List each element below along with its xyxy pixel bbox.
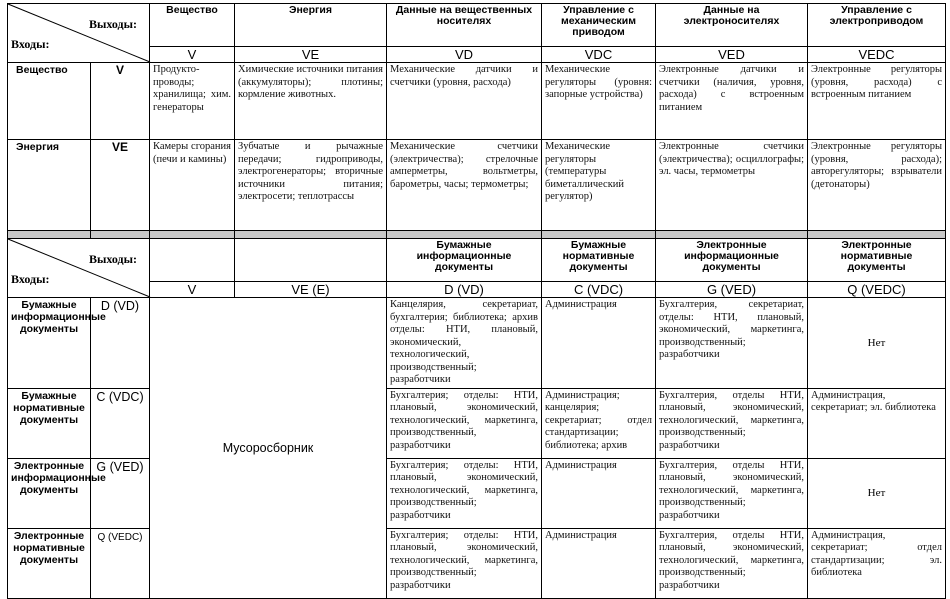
table-row bbox=[8, 298, 946, 389]
col-title-v: Вещество bbox=[150, 4, 235, 47]
table-cell: Электронные регуляторы (уровня, расхода) с встроенным питанием bbox=[808, 63, 946, 140]
row-code: VE bbox=[91, 140, 150, 231]
table-row bbox=[8, 63, 946, 140]
table-cell: Электронные регуляторы (уровня, расхода); авторегуляторы; взрыватели (детонаторы) bbox=[808, 140, 946, 231]
table-cell: Механические регуляторы (уровня: запорные устройства) bbox=[542, 63, 656, 140]
col-code-v: V bbox=[150, 47, 235, 63]
table-cell: Нет bbox=[808, 298, 946, 389]
outputs-label: Выходы: bbox=[88, 17, 137, 31]
table-cell: Бухгалтерия, отделы НТИ, плановый, экономический, технологический, маркетинга, производственный; разработчики bbox=[656, 528, 808, 598]
table-cell: Зубчатые и рычажные передачи; гидроприводы, электрогенераторы; вторичные источники питания; электросети; теплотрассы bbox=[235, 140, 387, 231]
table-row bbox=[8, 528, 946, 598]
row-label: Электронные нормативные документы bbox=[8, 528, 91, 598]
table-cell: Электронные счетчики (электричества); осциллографы; эл. часы, термометры bbox=[656, 140, 808, 231]
col-code-ve: VE (E) bbox=[235, 282, 387, 298]
document-sheet bbox=[7, 3, 945, 599]
col-title-ved: Данные на электроносителях bbox=[656, 4, 808, 47]
table-cell: Механические регуляторы (температуры биметаллический регулятор) bbox=[542, 140, 656, 231]
col-code-ved: VED bbox=[656, 47, 808, 63]
col-code-q: Q (VEDC) bbox=[808, 282, 946, 298]
table-cell: Химические источники питания (аккумуляторы); плотины; кормление животных. bbox=[235, 63, 387, 140]
row-code: C (VDC) bbox=[91, 388, 150, 458]
col-title-vedc: Управление с электроприводом bbox=[808, 4, 946, 47]
inputs-label: Входы: bbox=[11, 272, 50, 286]
col-title-q: Электронные нормативные документы bbox=[808, 239, 946, 282]
table-cell: Продукто-проводы; хранилища; хим. генераторы bbox=[150, 63, 235, 140]
table-cell: Бухгалтерия, секретариат, отделы: НТИ, плановый, экономический, маркетинга, производственный; разработчики bbox=[656, 298, 808, 389]
table-cell: Администрация bbox=[542, 298, 656, 389]
table-cell: Бухгалтерия; отделы: НТИ, плановый, экономический, технологический, маркетинга, производственный; разработчики bbox=[387, 528, 542, 598]
table-row bbox=[8, 388, 946, 458]
row-label: Бумажные нормативные документы bbox=[8, 388, 91, 458]
col-code-vedc: VEDC bbox=[808, 47, 946, 63]
col-code-ve: VE bbox=[235, 47, 387, 63]
col-title-ve bbox=[235, 239, 387, 282]
table-cell: Бухгалтерия, отделы НТИ, плановый, экономический, технологический, маркетинга, производственный; разработчики bbox=[656, 458, 808, 528]
row-code: Q (VEDC) bbox=[91, 528, 150, 598]
row-label: Вещество bbox=[8, 63, 91, 140]
table-cell: Бухгалтерия, отделы НТИ, плановый, экономический, технологический, маркетинга, производственный; разработчики bbox=[656, 388, 808, 458]
outputs-label: Выходы: bbox=[88, 252, 137, 266]
row-label: Бумажные информационные документы bbox=[8, 298, 91, 389]
col-code-vdc: VDC bbox=[542, 47, 656, 63]
table-cell: Администрация, секретариат; эл. библиотека bbox=[808, 388, 946, 458]
row-code: D (VD) bbox=[91, 298, 150, 389]
io-matrix-table bbox=[7, 3, 946, 599]
col-title-vd: Данные на вещественных носителях bbox=[387, 4, 542, 47]
section-separator bbox=[8, 231, 946, 239]
table-cell: Администрация bbox=[542, 458, 656, 528]
row-code: G (VED) bbox=[91, 458, 150, 528]
col-code-v: V bbox=[150, 282, 235, 298]
row-label: Электронные информационные документы bbox=[8, 458, 91, 528]
col-title-ve: Энергия bbox=[235, 4, 387, 47]
table-cell: Бухгалтерия; отделы: НТИ, плановый, экономический, технологический, маркетинга, производственный; разработчики bbox=[387, 458, 542, 528]
bottom-corner-cell bbox=[8, 239, 150, 298]
col-code-c: C (VDC) bbox=[542, 282, 656, 298]
inputs-label: Входы: bbox=[11, 37, 50, 51]
table-cell: Механические счетчики (электричества); стрелочные амперметры, вольтметры, барометры, часы; термометры; bbox=[387, 140, 542, 231]
col-title-c: Бумажные нормативные документы bbox=[542, 239, 656, 282]
table-row bbox=[8, 140, 946, 231]
col-title-vdc: Управление с механическим приводом bbox=[542, 4, 656, 47]
table-cell: Нет bbox=[808, 458, 946, 528]
table-cell: Электронные датчики и счетчики (наличия, уровня, расхода) с встроенным питанием bbox=[656, 63, 808, 140]
col-code-d: D (VD) bbox=[387, 282, 542, 298]
row-code: V bbox=[91, 63, 150, 140]
top-corner-cell bbox=[8, 4, 150, 63]
table-cell: Администрация, секретариат; отдел стандартизации; эл. библиотека bbox=[808, 528, 946, 598]
diagonal-line bbox=[8, 4, 150, 62]
table-cell: Камеры сгорания (печи и камины) bbox=[150, 140, 235, 231]
table-row bbox=[8, 458, 946, 528]
col-code-vd: VD bbox=[387, 47, 542, 63]
col-title-d: Бумажные информационные документы bbox=[387, 239, 542, 282]
col-code-g: G (VED) bbox=[656, 282, 808, 298]
merged-cell-garbage-collector: Мусоросборник bbox=[150, 298, 387, 599]
table-cell: Бухгалтерия; отделы: НТИ, плановый, экономический, технологический, маркетинга, производственный, разработчики bbox=[387, 388, 542, 458]
diagonal-line bbox=[8, 239, 150, 297]
row-label: Энергия bbox=[8, 140, 91, 231]
col-title-g: Электронные информационные документы bbox=[656, 239, 808, 282]
table-cell: Администрация bbox=[542, 528, 656, 598]
col-title-v bbox=[150, 239, 235, 282]
table-cell: Механические датчики и счетчики (уровня, расхода) bbox=[387, 63, 542, 140]
table-cell: Администрация; канцелярия; секретариат; отдел стандартизации; библиотека; архив bbox=[542, 388, 656, 458]
table-cell: Канцелярия, секретариат, бухгалтерия; библиотека; архив отделы: НТИ, плановый, экономический, технологический, производственный; разработчики bbox=[387, 298, 542, 389]
